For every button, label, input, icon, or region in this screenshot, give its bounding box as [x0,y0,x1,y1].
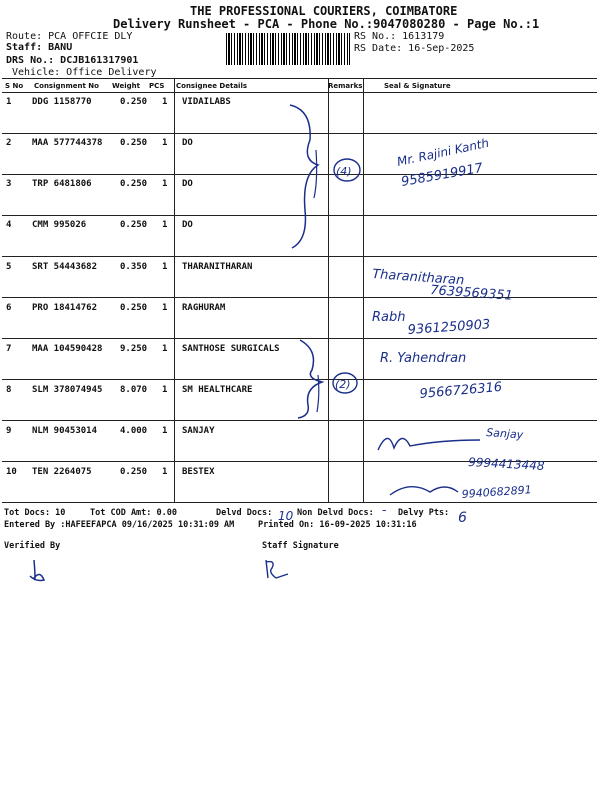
phone-row10: 9940682891 [461,483,533,501]
row-weight: 0.250 [120,303,148,313]
staff-label: Staff: BANU [6,42,73,53]
staff-signature-label: Staff Signature [262,541,339,551]
row-pcs: 1 [162,385,168,395]
row-consignment: SRT 54443682 [32,262,98,272]
row-consignment: DDG 1158770 [32,97,92,107]
row-weight: 0.250 [120,138,148,148]
row-pcs: 1 [162,138,168,148]
row-consignment: MAA 577744378 [32,138,103,148]
col-consignee: Consignee Details [176,82,248,90]
printed-on: Printed On: 16-09-2025 10:31:16 [258,520,417,530]
verified-by-signature [30,560,44,581]
row-pcs: 1 [162,344,168,354]
delivered-docs: Delvd Docs: [216,508,273,518]
row-sno: 6 [6,303,12,313]
row-pcs: 1 [162,303,168,313]
circled-mark-text: (2) [335,378,351,391]
non-delivered-docs: Non Delvd Docs: [297,508,374,518]
delivery-points: Delvy Pts: [398,508,450,518]
row-sno: 7 [6,344,12,354]
row-consignee: VIDAILABS [182,97,231,107]
delivered-docs-value: 10 [278,509,294,523]
row-sno: 2 [6,138,12,148]
col-weight: Weight [112,82,140,90]
row-consignee: BESTEX [182,467,215,477]
row-consignee: SM HEALTHCARE [182,385,253,395]
row-consignee: RAGHURAM [182,303,226,313]
row-sno: 4 [6,220,12,230]
row-pcs: 1 [162,220,168,230]
circled-mark-text: (4) [336,165,352,178]
col-consignment: Consignment No [34,82,99,90]
phone-row8: 9566726316 [419,379,503,402]
row-pcs: 1 [162,179,168,189]
bracket-mark [290,105,318,248]
signature-scribble-row10 [390,487,458,495]
col-seal-signature: Seal & Signature [384,82,451,90]
runsheet-subtitle: Delivery Runsheet - PCA - Phone No.:9047080280 - Page No.:1 [113,17,540,31]
entered-by: Entered By :HAFEEFAPCA 09/16/2025 10:31:09 AM [4,520,235,530]
row-pcs: 1 [162,262,168,272]
row-consignment: SLM 378074945 [32,385,103,395]
row-consignment: MAA 104590428 [32,344,103,354]
signature-row2: Mr. Rajini Kanth [395,135,491,169]
row-consignment: NLM 90453014 [32,426,98,436]
row-consignee: SANTHOSE SURGICALS [182,344,280,354]
row-consignee: DO [182,220,193,230]
seal-stroke-mark [314,150,317,198]
row-pcs: 1 [162,467,168,477]
row-weight: 0.250 [120,467,148,477]
row-weight: 0.250 [120,220,148,230]
row-pcs: 1 [162,97,168,107]
row-consignment: TRP 6481806 [32,179,92,189]
row-weight: 4.000 [120,426,148,436]
row-weight: 8.070 [120,385,148,395]
staff-signature-mark [266,560,288,578]
col-pcs: PCS [149,82,165,90]
row-sno: 9 [6,426,12,436]
row-sno: 1 [6,97,12,107]
row-consignee: DO [182,138,193,148]
row-sno: 8 [6,385,12,395]
col-sno: S No [5,82,24,90]
row-sno: 5 [6,262,12,272]
signature-scribble-row9 [378,438,480,450]
row-consignee: SANJAY [182,426,215,436]
route-label: Route: PCA OFFCIE DLY [6,31,133,42]
drs-number: DRS No.: DCJB161317901 [6,55,139,66]
row-weight: 0.250 [120,97,148,107]
row-consignee: THARANITHARAN [182,262,253,272]
signature-row6: Rabh [372,310,406,325]
delivery-points-value: 6 [458,510,467,526]
vehicle-label: Vehicle: Office Delivery [12,67,157,78]
row-consignment: TEN 2264075 [32,467,92,477]
rs-date: RS Date: 16-Sep-2025 [354,43,475,54]
company-title: THE PROFESSIONAL COURIERS, COIMBATORE [190,4,458,18]
col-remarks: Remarks [328,82,363,90]
rs-number: RS No.: 1613179 [354,31,445,42]
total-cod-amount: Tot COD Amt: 0.00 [90,508,177,518]
phone-row5: 7639569351 [429,283,514,304]
row-pcs: 1 [162,426,168,436]
row-consignee: DO [182,179,193,189]
row-sno: 3 [6,179,12,189]
signature-row7: R. Yahendran [380,351,467,366]
phone-row6: 9361250903 [407,317,491,338]
verified-by-label: Verified By [4,541,61,551]
total-docs: Tot Docs: 10 [4,508,66,518]
row-consignment: PRO 18414762 [32,303,98,313]
row-consignment: CMM 995026 [32,220,87,230]
row-sno: 10 [6,467,17,477]
signature-row5: Tharanitharan [371,267,465,289]
row-weight: 0.250 [120,179,148,189]
phone-row9: 9994413448 [467,455,545,473]
row-weight: 9.250 [120,344,148,354]
phone-row2: 9585919917 [400,160,485,190]
row-weight: 0.350 [120,262,148,272]
signature-row9: Sanjay [485,426,524,442]
non-delivered-value: - [382,503,387,517]
